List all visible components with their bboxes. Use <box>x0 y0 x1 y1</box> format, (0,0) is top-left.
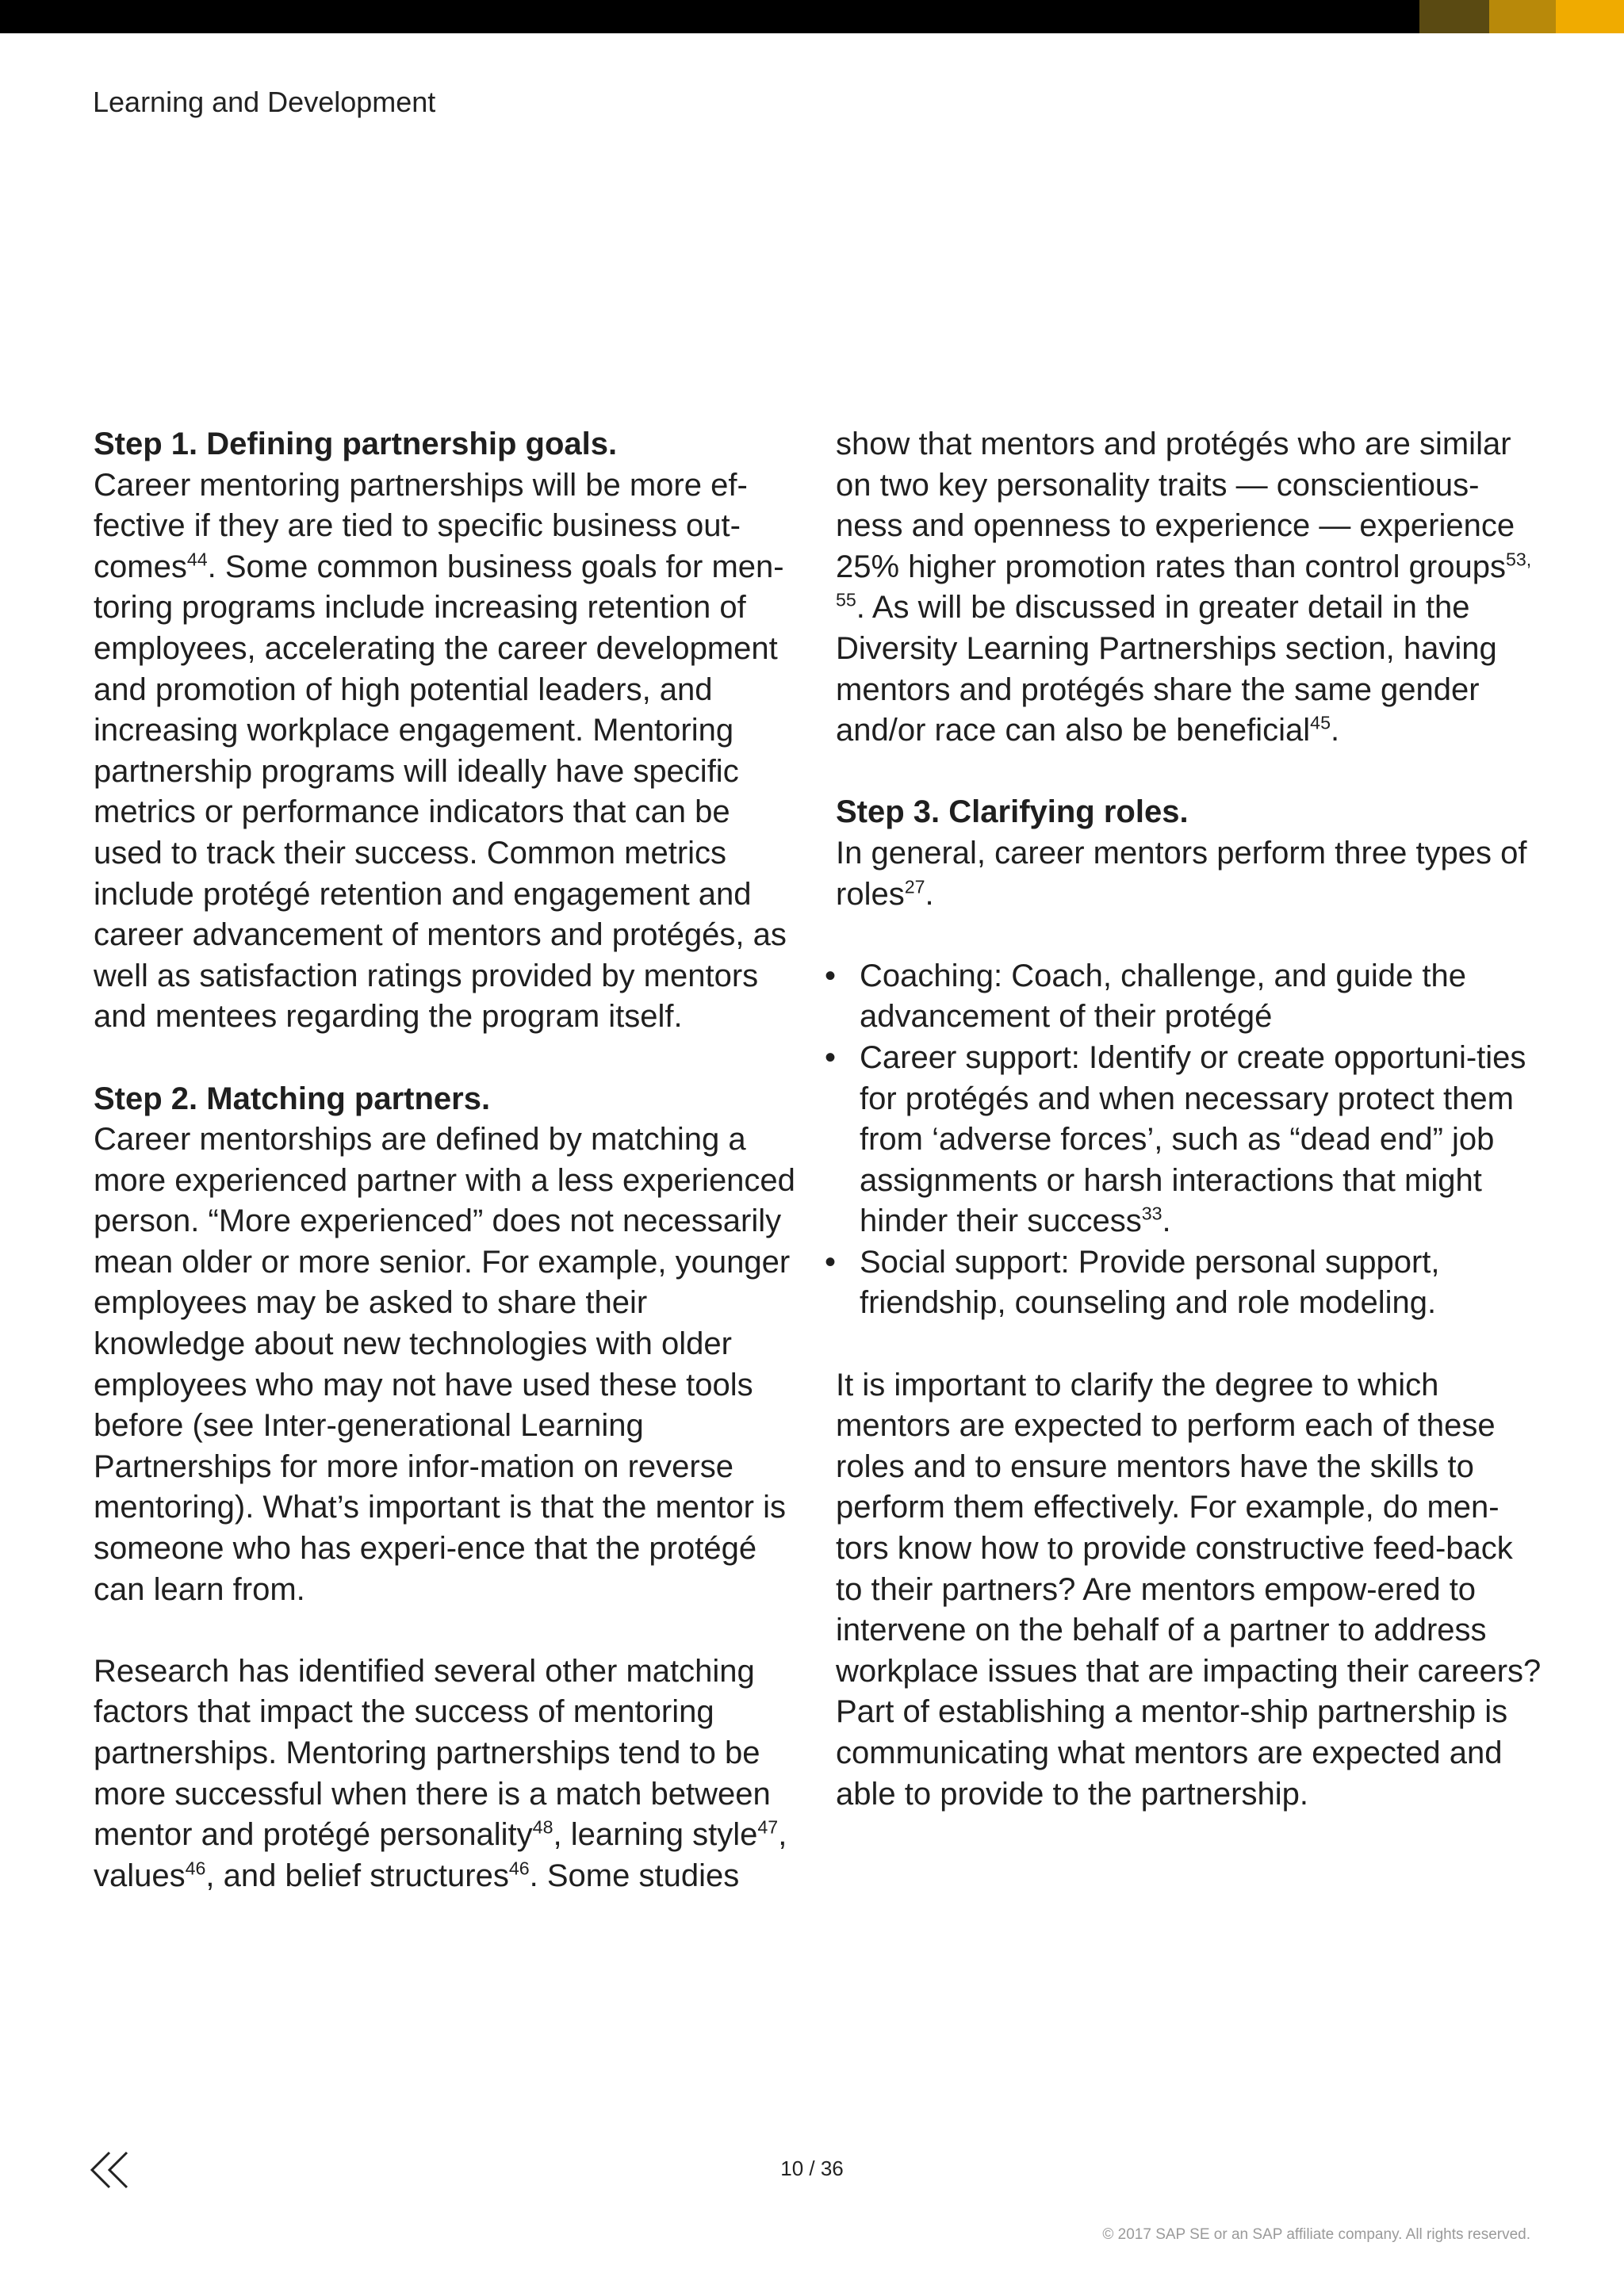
step1-text-a: Career mentoring partnerships will be more ef-fective if they are tied to specific business out-comes <box>94 467 748 584</box>
citation-ref: 46 <box>508 1858 530 1879</box>
left-column <box>94 424 799 1896</box>
section-title: Learning and Development <box>93 86 436 118</box>
continuation-text-c: . <box>1330 713 1340 748</box>
right-column <box>825 424 1542 1815</box>
accent-segment-bright <box>1556 0 1624 33</box>
citation-ref: 44 <box>186 549 208 570</box>
research-paragraph <box>94 1651 799 1897</box>
citation-ref: 46 <box>185 1858 206 1879</box>
continuation-text-b: . As will be discussed in greater detail in the Diversity Learning Partnerships section, having mentors and protégés share the same gender and/or race can also be beneficial <box>836 590 1497 748</box>
citation-ref: 53, 55 <box>836 549 1532 610</box>
role-career-support-end: . <box>1162 1203 1171 1239</box>
citation-ref: 48 <box>532 1816 553 1838</box>
research-text-e: . Some studies <box>529 1858 740 1893</box>
continuation-text-a: show that mentors and protégés who are similar on two key personality traits — conscientious-ness and openness to experience — experience 25% higher promotion rates than control groups <box>836 427 1515 584</box>
step1-paragraph <box>94 465 799 1038</box>
copyright-notice: © 2017 SAP SE or an SAP affiliate company. All rights reserved. <box>1102 2226 1530 2243</box>
research-text-c: , values <box>94 1817 787 1893</box>
closing-paragraph: It is important to clarify the degree to which mentors are expected to perform each of these roles and to ensure mentors have the skills to perform them effectively. For example, do men-tors know how to provide constructive feed-back to their partners? Are mentors empow-ered to intervene on the behalf of a partner to address workplace issues that are impacting their careers? Part of establishing a mentor-ship partnership is communicating what mentors are expected and able to provide to the partnership. <box>836 1367 1542 1812</box>
step3-intro-text: In general, career mentors perform three types of roles <box>836 835 1527 912</box>
step2-paragraph: Career mentorships are defined by matching a more experienced partner with a less experienced person. “More experienced” does not necessarily mean older or more senior. For example, younger employees may be asked to share their knowledge about new technologies with older employees who may not have used these tools before (see Inter-generational Learning Partnerships for more infor-mation on reverse mentoring). What’s important is that the mentor is someone who has experi-ence that the protégé can learn from. <box>94 1122 795 1607</box>
list-item <box>825 956 1542 1038</box>
step3-heading: Step 3. Clarifying roles. <box>836 794 1189 830</box>
top-bar <box>0 0 1624 33</box>
step3-intro <box>836 833 1542 915</box>
accent-segment-dark <box>1419 0 1489 33</box>
step2-heading: Step 2. Matching partners. <box>94 1081 491 1116</box>
research-text-a: Research has identified several other matching factors that impact the success of mentoring partnerships. Mentoring partnerships tend to be more successful when there is a match between mentor and protégé personality <box>94 1653 771 1853</box>
research-text-b: , learning style <box>553 1817 758 1853</box>
roles-list <box>825 956 1542 1324</box>
list-item <box>825 1038 1542 1242</box>
bullet-icon: • <box>825 958 837 993</box>
continuation-paragraph <box>836 424 1542 752</box>
role-social-support: Social support: Provide personal support, friendship, counseling and role modeling. <box>860 1244 1440 1321</box>
bullet-icon: • <box>825 1244 837 1280</box>
list-item <box>825 1242 1542 1324</box>
citation-ref: 33 <box>1141 1203 1162 1224</box>
step1-heading: Step 1. Defining partnership goals. <box>94 427 618 461</box>
role-career-support: Career support: Identify or create opportuni-ties for protégés and when necessary protect them from ‘adverse forces’, such as “dead end” job assignments or harsh interactions that might hinder their success <box>860 1039 1526 1239</box>
citation-ref: 27 <box>904 876 925 897</box>
research-text-d: , and belief structures <box>205 1858 509 1893</box>
bullet-icon: • <box>825 1039 837 1075</box>
accent-segment-mid <box>1489 0 1556 33</box>
citation-ref: 45 <box>1310 712 1331 733</box>
page-number: 10 / 36 <box>780 2156 844 2180</box>
role-coaching: Coaching: Coach, challenge, and guide the advancement of their protégé <box>860 958 1466 1035</box>
step3-intro-end: . <box>925 876 934 912</box>
step1-text-b: . Some common business goals for men-toring programs include increasing retention of employees, accelerating the career development and promotion of high potential leaders, and increasing workplace engagement. Mentoring partnership programs will ideally have specific metrics or performance indicators that can be used to track their success. Common metrics include protégé retention and engagement and career advancement of mentors and protégés, as well as satisfaction ratings provided by mentors and mentees regarding the program itself. <box>94 549 787 1035</box>
citation-ref: 47 <box>757 1816 779 1838</box>
